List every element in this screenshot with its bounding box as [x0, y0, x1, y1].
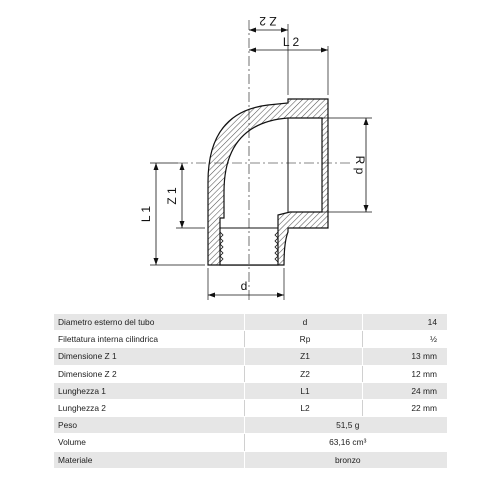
row-symbol: Z2: [244, 365, 362, 382]
row-label: Volume: [54, 434, 244, 451]
row-symbol: L2: [244, 399, 362, 416]
row-value: 24 mm: [362, 382, 447, 399]
row-value: 51,5 g: [244, 417, 447, 434]
row-label: Lunghezza 1: [54, 382, 244, 399]
l1-label: L 1: [139, 205, 153, 223]
l1-arrow-top: [154, 163, 159, 170]
row-value: bronzo: [244, 451, 447, 468]
d-arrow-right: [277, 293, 284, 298]
row-symbol: L1: [244, 382, 362, 399]
row-label: Materiale: [54, 451, 244, 468]
l2-label: L 2: [282, 35, 300, 49]
l2-arrow-left: [249, 48, 256, 53]
z2-arrow-left: [249, 28, 256, 33]
spec-table: [54, 314, 447, 469]
row-label: Diametro esterno del tubo: [54, 314, 244, 331]
table-row: [54, 331, 447, 348]
row-symbol: d: [244, 314, 362, 331]
row-value: 14: [362, 314, 447, 331]
z1-arrow-bottom: [180, 221, 185, 228]
row-label: Dimensione Z 1: [54, 348, 244, 365]
table-row: [54, 451, 447, 468]
z1-label: Z 1: [165, 187, 179, 205]
table-row: [54, 417, 447, 434]
table-row: [54, 434, 447, 451]
l1-arrow-bottom: [154, 258, 159, 265]
z2-label: Z 2: [259, 14, 277, 28]
row-label: Peso: [54, 417, 244, 434]
l2-arrow-right: [321, 48, 328, 53]
row-value: ½: [362, 331, 447, 348]
table-row: [54, 382, 447, 399]
row-symbol: Z1: [244, 348, 362, 365]
row-value: 12 mm: [362, 365, 447, 382]
d-arrow-left: [208, 293, 215, 298]
table-row: [54, 314, 447, 331]
row-label: Dimensione Z 2: [54, 365, 244, 382]
row-value: 13 mm: [362, 348, 447, 365]
d-label: d: [240, 279, 248, 293]
row-value: 63,16 cm³: [244, 434, 447, 451]
table-row: [54, 348, 447, 365]
z2-arrow-right: [281, 28, 288, 33]
row-value: 22 mm: [362, 399, 447, 416]
rp-arrow-top: [364, 118, 369, 125]
row-symbol: Rp: [244, 331, 362, 348]
table-row: [54, 365, 447, 382]
rp-arrow-bottom: [364, 205, 369, 212]
z1-arrow-top: [180, 163, 185, 170]
rp-label: R p: [353, 155, 367, 175]
table-row: [54, 399, 447, 416]
row-label: Lunghezza 2: [54, 399, 244, 416]
row-label: Filettatura interna cilindrica: [54, 331, 244, 348]
